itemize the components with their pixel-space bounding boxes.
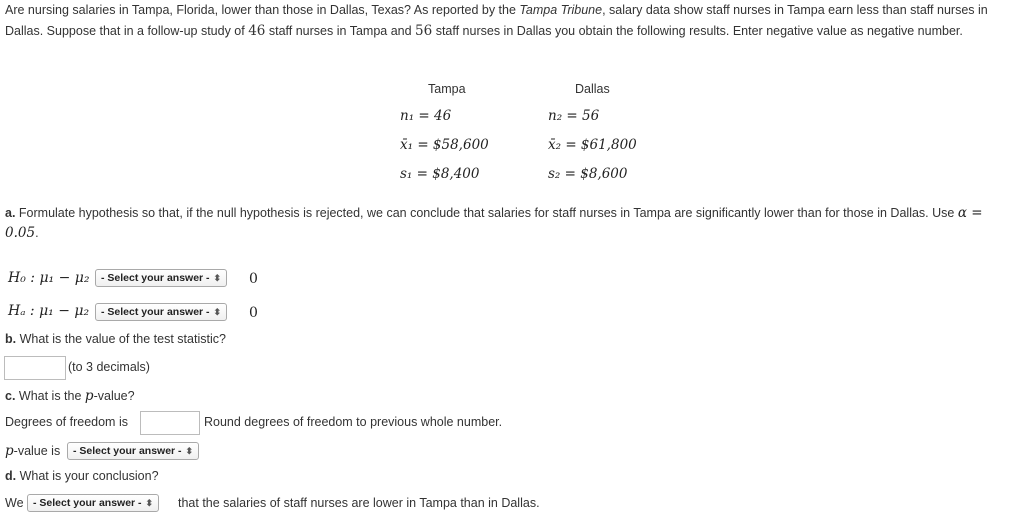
table-cell-n1: n₁ = 46 xyxy=(400,108,452,124)
updown-arrows-icon: ⬍ xyxy=(213,273,222,283)
table-cell-s2: s₂ = $8,600 xyxy=(548,166,628,182)
part-a-label: a. xyxy=(5,206,16,220)
intro-n-dallas: 56 xyxy=(415,23,433,39)
table-header-dallas: Dallas xyxy=(575,82,610,96)
table-cell-x2: x̄₂ = $61,800 xyxy=(548,137,637,153)
h0-rhs: 0 xyxy=(249,271,258,287)
intro-source: Tampa Tribune xyxy=(519,3,603,17)
test-statistic-input[interactable] xyxy=(4,356,66,380)
part-b-text: What is the value of the test statistic? xyxy=(16,332,226,346)
part-c-text-2: -value? xyxy=(93,389,135,403)
table-cell-n2: n₂ = 56 xyxy=(548,108,600,124)
alpha-value: α = 0.05 xyxy=(5,205,983,241)
h0-label: H₀ : μ₁ − μ₂ xyxy=(8,270,90,286)
ha-select[interactable] xyxy=(95,303,227,321)
table-cell-s1: s₁ = $8,400 xyxy=(400,166,480,182)
part-c-label: c. xyxy=(5,389,16,403)
p-variable: p xyxy=(5,443,14,459)
ha-rhs: 0 xyxy=(249,305,258,321)
table-cell-x1: x̄₁ = $58,600 xyxy=(400,137,489,153)
intro-text-4: staff nurses in Dallas you obtain the following results. Enter negative value as negative number. xyxy=(432,24,963,38)
p-value-select[interactable] xyxy=(67,442,199,460)
conclusion-tail: that the salaries of staff nurses are lower in Tampa than in Dallas. xyxy=(178,496,540,510)
intro-text-3: staff nurses in Tampa and xyxy=(265,24,416,38)
df-hint: Round degrees of freedom to previous whole number. xyxy=(204,415,503,429)
updown-arrows-icon: ⬍ xyxy=(145,498,154,508)
part-a-question xyxy=(5,203,1020,243)
part-c-text: What is the xyxy=(15,389,85,403)
table-header-tampa: Tampa xyxy=(428,82,466,96)
p-value-label-text: -value is xyxy=(13,444,61,458)
part-d-text: What is your conclusion? xyxy=(16,469,159,483)
ha-label: Hₐ : μ₁ − μ₂ xyxy=(8,303,90,319)
df-label: Degrees of freedom is xyxy=(5,415,128,429)
conclusion-select[interactable] xyxy=(27,494,159,512)
p-value-label xyxy=(5,443,60,459)
degrees-of-freedom-input[interactable] xyxy=(140,411,200,435)
ha-select-value: - Select your answer - xyxy=(101,306,210,318)
part-c-question xyxy=(5,388,135,404)
updown-arrows-icon: ⬍ xyxy=(213,307,222,317)
intro-paragraph xyxy=(5,0,1020,42)
conclusion-we: We xyxy=(5,496,24,510)
h0-select-value: - Select your answer - xyxy=(101,272,210,284)
test-statistic-hint: (to 3 decimals) xyxy=(68,360,150,374)
h0-select[interactable] xyxy=(95,269,227,287)
part-b-label: b. xyxy=(5,332,17,346)
intro-n-tampa: 46 xyxy=(248,23,266,39)
intro-text-2: , salary data show staff nurses in Tampa earn less than staff nurses in Dallas. Suppose that in a follow-up study of xyxy=(5,3,988,38)
part-d-label: d. xyxy=(5,469,17,483)
intro-text-1: Are nursing salaries in Tampa, Florida, lower than those in Dallas, Texas? As reported by the xyxy=(5,3,520,17)
p-variable: p xyxy=(84,388,94,404)
part-a-end: . xyxy=(35,226,39,240)
part-a-text: Formulate hypothesis so that, if the null hypothesis is rejected, we can conclude that salaries for staff nurses in Tampa are significantly lower than for those in Dallas. Use xyxy=(15,206,958,220)
part-b-question xyxy=(5,332,226,346)
conclusion-select-value: - Select your answer - xyxy=(33,497,142,509)
updown-arrows-icon: ⬍ xyxy=(185,446,194,456)
p-value-select-value: - Select your answer - xyxy=(73,445,182,457)
part-d-question xyxy=(5,469,159,483)
